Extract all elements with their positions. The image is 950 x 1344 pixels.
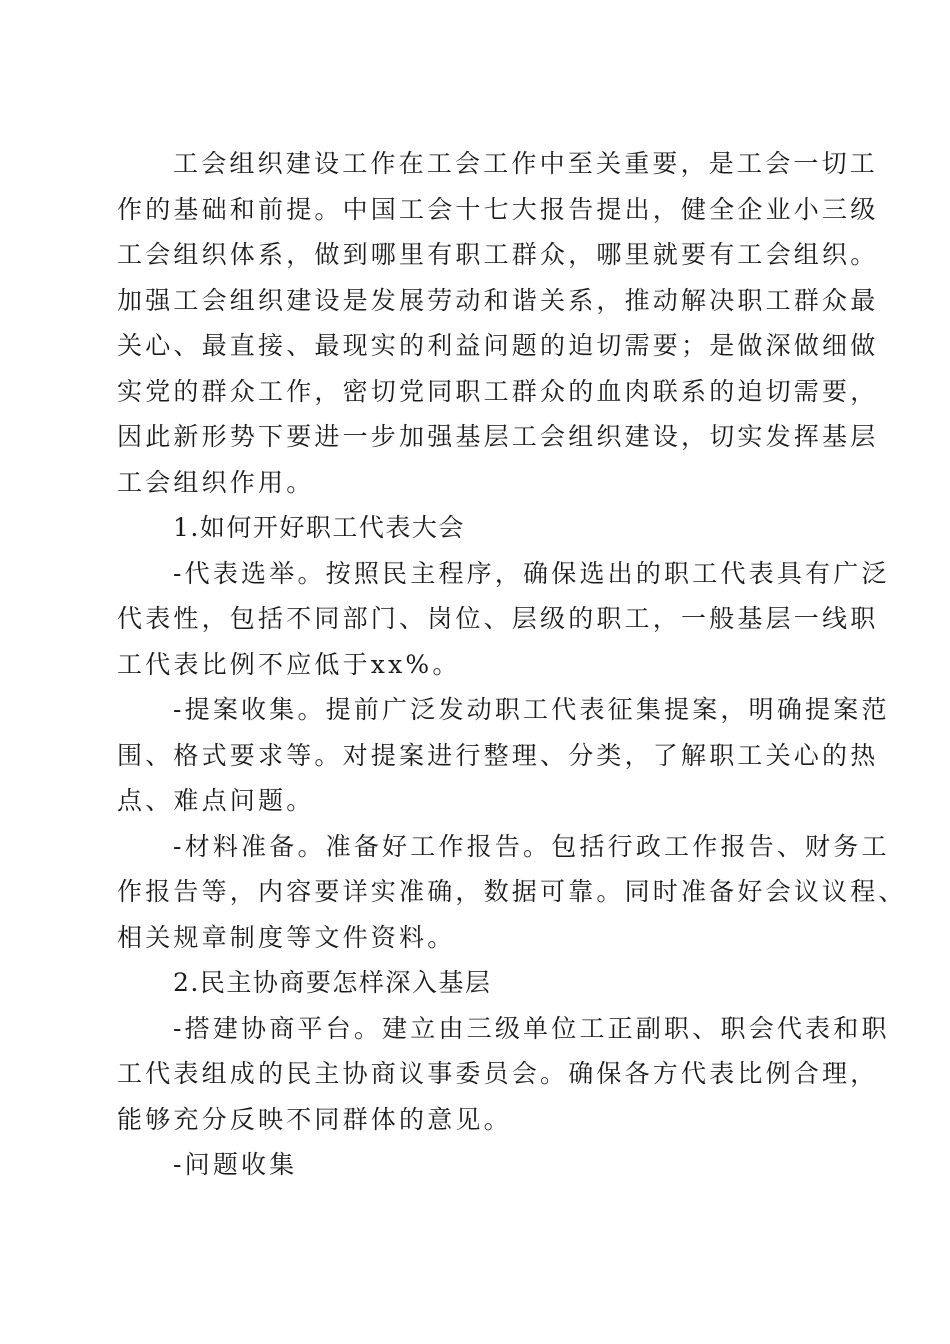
section-1-item-proposals — [117, 687, 890, 824]
text-line: 围、格式要求等。对提案进行整理、分类，了解职工关心的热 — [117, 740, 879, 770]
section-2-item-collection — [117, 1142, 835, 1188]
heading-text: 1.如何开好职工代表大会 — [173, 513, 465, 542]
text-line: -代表选举。按照民主程序，确保选出的职工代表具有广泛 — [173, 558, 890, 588]
text-line: 关心、最直接、最现实的利益问题的迫切需要；是做深做细做 — [117, 331, 879, 360]
text-line: 点、难点问题。 — [117, 786, 315, 815]
text-line: -问题收集 — [173, 1150, 298, 1179]
heading-text: 2.民主协商要怎样深入基层 — [173, 968, 492, 997]
text-line: 因此新形势下要进一步加强基层工会组织建设，切实发挥基层 — [117, 422, 879, 451]
text-line: 工会组织作用。 — [117, 467, 315, 497]
text-line: 作的基础和前提。中国工会十七大报告提出，健全企业小三级 — [117, 194, 879, 224]
text-line: 能够充分反映不同群体的意见。 — [117, 1104, 512, 1134]
section-1-heading — [117, 505, 835, 551]
section-2-item-platform — [117, 1006, 890, 1143]
text-line: 工代表比例不应低于xx%。 — [117, 649, 461, 679]
section-1-item-election — [117, 551, 890, 688]
document-body — [117, 141, 907, 1188]
text-line: 工会组织体系，做到哪里有职工群众，哪里就要有工会组织。 — [117, 240, 879, 269]
text-line: -材料准备。准备好工作报告。包括行政工作报告、财务工 — [173, 831, 890, 861]
text-line: 相关规章制度等文件资料。 — [117, 922, 456, 952]
text-line: -搭建协商平台。建立由三级单位工正副职、职会代表和职 — [173, 1013, 890, 1043]
text-line: 实党的群众工作，密切党同职工群众的血肉联系的迫切需要， — [117, 376, 879, 406]
text-line: -提案收集。提前广泛发动职工代表征集提案，明确提案范 — [173, 695, 890, 724]
text-line: 工会组织建设工作在工会工作中至关重要，是工会一切工 — [173, 149, 879, 178]
text-line: 工代表组成的民主协商议事委员会。确保各方代表比例合理， — [117, 1059, 879, 1088]
section-2-heading — [117, 960, 835, 1006]
text-line: 代表性，包括不同部门、岗位、层级的职工，一般基层一线职 — [117, 604, 879, 633]
text-line: 加强工会组织建设是发展劳动和谐关系，推动解决职工群众最 — [117, 285, 879, 315]
text-line: 作报告等，内容要详实准确，数据可靠。同时准备好会议议程、 — [117, 877, 907, 906]
section-1-item-materials — [117, 824, 907, 961]
intro-paragraph — [117, 141, 879, 505]
